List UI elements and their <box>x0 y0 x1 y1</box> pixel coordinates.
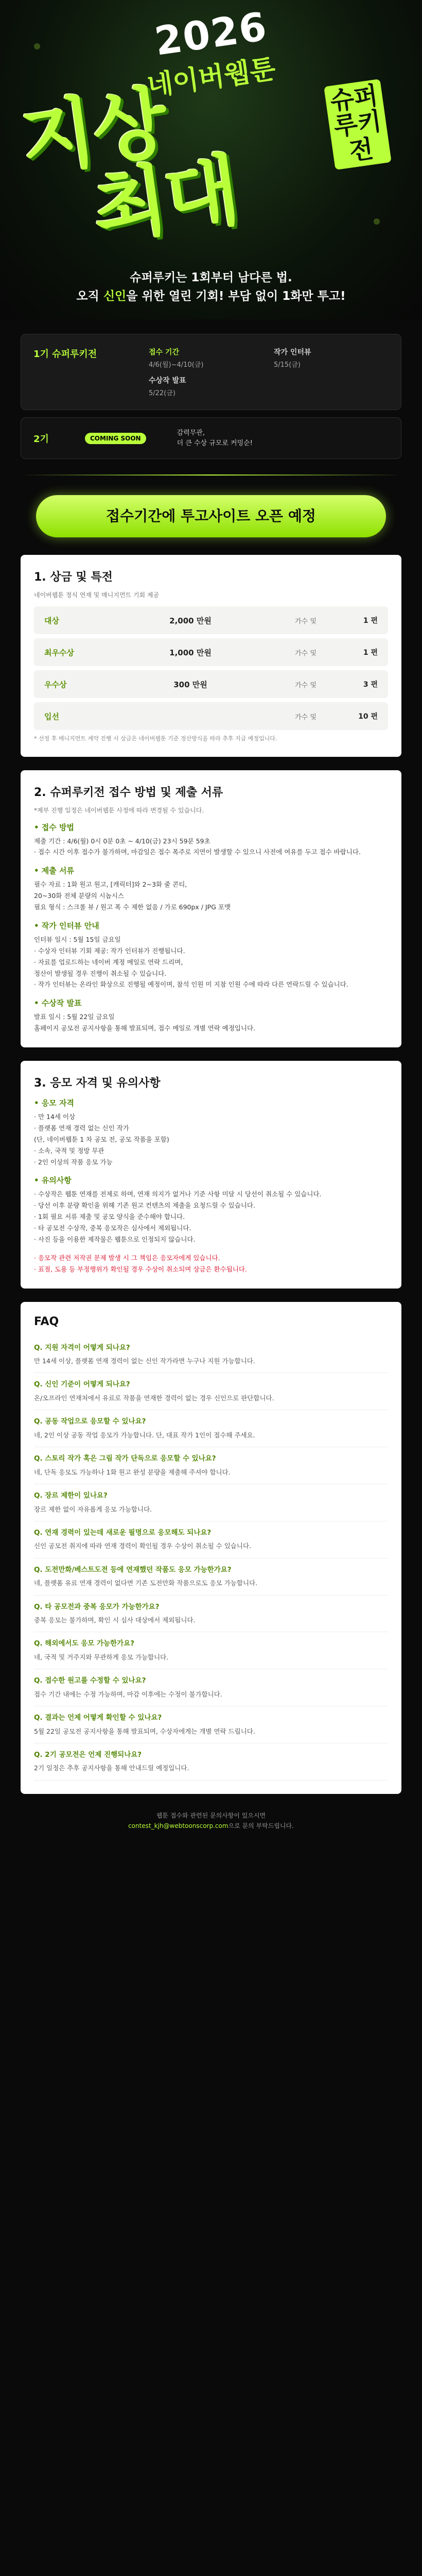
prize-extra: 가수 및 <box>295 617 316 625</box>
info-line: · 소속, 국적 및 정방 무관 <box>34 1146 104 1155</box>
prize-amount: 300 만원 <box>173 680 207 689</box>
submission-subtitle: *제부 진행 일정은 네이버웹툰 사정에 따라 변경될 수 있습니다. <box>34 806 204 814</box>
faq-answer: 중복 응모는 불가하며, 확인 시 심사 대상에서 제외됩니다. <box>34 1616 196 1624</box>
info-block-title: • 제출 서류 <box>34 866 74 876</box>
info-line: · 수상작은 웹툰 연재를 전제로 하며, 연재 의지가 없거나 기준 사항 미달 시 당선이 취소될 수 있습니다. <box>34 1190 322 1198</box>
rules-title: 3. 응모 자격 및 유의사항 <box>34 1077 161 1090</box>
schedule-item-key: 접수 기간 <box>149 348 179 357</box>
info-line: · 자료를 업로드하는 네이버 계정 메일로 연락 드리며, <box>34 958 183 966</box>
prize-name: 최우수상 <box>44 648 74 657</box>
footer-line-2-text: 으로 문의 부탁드립니다. <box>228 1822 294 1830</box>
schedule-item <box>274 347 389 369</box>
submission-title: 2. 슈퍼루키전 접수 방법 및 제출 서류 <box>34 786 223 799</box>
prize-amount: 1,000 만원 <box>169 648 212 657</box>
info-block-title: • 유의사항 <box>34 1176 72 1185</box>
hero-lead-1: 슈퍼루키는 1회부터 남다른 법. <box>130 271 292 284</box>
contact-email-link[interactable]: contest_kjh@webtoonscorp.com <box>128 1822 228 1830</box>
prize-subtitle: 네이버웹툰 정식 연재 및 매니지먼트 기회 제공 <box>34 591 160 599</box>
info-block <box>34 865 388 913</box>
prize-row <box>34 702 388 730</box>
info-block-title: • 응모 자격 <box>34 1098 74 1108</box>
info-line: 필요 형식 : 스크롤 뷰 / 원고 폭 수 제한 없음 / 가로 690px / JPG 포맷 <box>34 903 231 911</box>
prize-section <box>21 555 401 757</box>
prize-name: 우수상 <box>44 680 67 689</box>
faq-item <box>34 1743 388 1781</box>
faq-section <box>21 1302 401 1794</box>
faq-item <box>34 1558 388 1596</box>
info-block <box>34 1175 388 1245</box>
faq-question[interactable]: Q. 스토리 작가 혹은 그림 작가 단독으로 응모할 수 있나요? <box>34 1454 216 1463</box>
info-line: · 1회 필요 서류 제출 및 공모 양식을 준수해야 합니다. <box>34 1213 185 1221</box>
faq-question[interactable]: Q. 2기 공모전은 언제 진행되나요? <box>34 1750 142 1759</box>
prize-name: 대상 <box>44 616 59 625</box>
faq-item <box>34 1596 388 1633</box>
info-line: · 만 14세 이상 <box>34 1113 76 1121</box>
info-block <box>34 1097 388 1167</box>
schedule-item-value: 5/22(금) <box>149 389 175 397</box>
info-block <box>34 997 388 1034</box>
hero-title-line2: 최대 <box>87 145 243 255</box>
prize-count: 10 편 <box>358 713 378 721</box>
faq-item <box>34 1706 388 1743</box>
info-line: · 플랫폼 연재 경력 없는 신인 작가 <box>34 1124 129 1132</box>
faq-question[interactable]: Q. 도전만화/베스트도전 등에 연재했던 작품도 응모 가능한가요? <box>34 1565 232 1574</box>
faq-title: FAQ <box>34 1315 59 1328</box>
faq-question[interactable]: Q. 신인 기준이 어떻게 되나요? <box>34 1380 130 1389</box>
faq-answer: 만 14세 이상, 플랫폼 연재 경력이 없는 신인 작가라면 누구나 지원 가능합니다. <box>34 1357 255 1365</box>
prize-row <box>34 670 388 698</box>
phase1-card <box>21 334 401 410</box>
faq-question[interactable]: Q. 연재 경력이 있는데 새로운 필명으로 응모해도 되나요? <box>34 1528 212 1537</box>
info-block <box>34 1252 388 1275</box>
prize-extra: 가수 및 <box>295 681 316 689</box>
info-line: · 작가 인터뷰는 온라인 화상으로 진행될 예정이며, 참석 인원 미 지참 인원 수에 따라 다른 연락드릴 수 있습니다. <box>34 980 348 989</box>
hero-brand: 네이버웹툰 <box>145 53 278 103</box>
divider <box>21 474 401 476</box>
faq-answer: 2기 일정은 추후 공지사항을 통해 안내드릴 예정입니다. <box>34 1764 189 1772</box>
info-line: 정산이 발생될 경우 진행이 취소될 수 있습니다. <box>34 969 167 977</box>
faq-question[interactable]: Q. 지원 자격이 어떻게 되나요? <box>34 1343 130 1352</box>
faq-answer: 네, 단독 응모도 가능하나 1화 원고 완성 분량을 제출해 주셔야 합니다. <box>34 1468 231 1476</box>
lead-post: 을 위한 열린 기회! 부담 없이 1화만 투고! <box>126 290 346 303</box>
footer-line-1: 웹툰 접수와 관련된 문의사항이 있으시면 <box>156 1811 266 1819</box>
faq-item <box>34 1447 388 1484</box>
info-line: · 접수 시간 이후 접수가 불가하며, 마감일은 접수 폭주로 지연이 발생할 수 있으니 사전에 여유를 두고 접수 바랍니다. <box>34 848 361 856</box>
faq-question[interactable]: Q. 공동 작업으로 응모할 수 있나요? <box>34 1417 146 1426</box>
faq-answer: 네, 국적 및 거주지와 무관하게 응모 가능합니다. <box>34 1653 169 1661</box>
coming-soon-badge: COMING SOON <box>85 433 146 444</box>
hero-year: 2026 <box>152 3 270 64</box>
prize-count: 3 편 <box>363 681 378 689</box>
faq-question[interactable]: Q. 해외에서도 응모 가능한가요? <box>34 1639 135 1648</box>
faq-item <box>34 1410 388 1447</box>
schedule-section <box>0 319 422 464</box>
phase2-card <box>21 417 401 459</box>
hero-lead-2 <box>0 286 422 303</box>
info-line: 제출 기간 : 4/6(월) 0시 0분 0초 ~ 4/10(금) 23시 59분 59초 <box>34 837 210 845</box>
faq-answer: 접수 기간 내에는 수정 가능하며, 마감 이후에는 수정이 불가합니다. <box>34 1690 222 1698</box>
prize-note: * 선정 후 매니지먼트 계약 진행 시 상금은 네이버웹툰 기준 정산방식을 따라 추후 지급 예정입니다. <box>34 735 277 742</box>
schedule-item <box>149 347 263 369</box>
info-block <box>34 822 388 858</box>
prize-amount: 2,000 만원 <box>169 616 212 625</box>
phase2-label: 2기 <box>33 433 49 445</box>
info-line: · 당선 이후 분량 확인을 위해 기존 원고 컨텐츠의 제출을 요청드릴 수 있습니다. <box>34 1201 255 1210</box>
phase1-dates <box>149 347 389 397</box>
submission-blocks <box>34 822 388 1035</box>
info-line: 인터뷰 일시 : 5월 15일 금요일 <box>34 935 121 943</box>
lead-highlight: 신인 <box>103 290 127 303</box>
phase1-label: 1기 슈퍼루키전 <box>33 349 97 360</box>
faq-list <box>34 1336 388 1781</box>
schedule-item <box>149 375 263 397</box>
info-block-title: • 접수 방법 <box>34 822 74 832</box>
info-line: 필수 자료 : 1화 원고 원고, [캐릭터]와 2~3화 줄 콘티, <box>34 880 187 889</box>
faq-answer: 장르 제한 없이 자유롭게 응모 가능합니다. <box>34 1505 152 1513</box>
hero-side-badge: 슈퍼루키전 <box>324 79 392 170</box>
info-block-title: • 작가 인터뷰 안내 <box>34 921 99 930</box>
prize-extra: 가수 및 <box>295 649 316 657</box>
info-line: · 사진 등을 이용한 제작물은 웹툰으로 인정되지 않습니다. <box>34 1235 196 1243</box>
faq-answer: 네, 2인 이상 공동 작업 응모가 가능합니다. 단, 대표 작가 1인이 접수해 주세요. <box>34 1431 255 1439</box>
faq-item <box>34 1669 388 1706</box>
lead-pre: 오직 <box>76 290 103 303</box>
faq-item <box>34 1484 388 1521</box>
hero-banner <box>0 0 422 319</box>
faq-item <box>34 1373 388 1410</box>
faq-answer: 신인 공모전 취지에 따라 연재 경력이 확인될 경우 수상이 취소될 수 있습니다. <box>34 1542 252 1550</box>
info-line: · 응모작 관련 저작권 문제 발생 시 그 책임은 응모자에게 있습니다. <box>34 1253 220 1262</box>
prize-name: 입선 <box>44 711 59 721</box>
hero-title-line1: 지상 <box>15 77 171 187</box>
submission-site-button[interactable]: 접수기간에 투고사이트 오픈 예정 <box>36 495 386 537</box>
faq-question[interactable]: Q. 장르 제한이 있나요? <box>34 1491 108 1500</box>
faq-question[interactable]: Q. 결과는 언제 어떻게 확인할 수 있나요? <box>34 1714 162 1722</box>
faq-answer: 네, 플랫폼 유료 연재 경력이 없다면 기존 도전만화 작품으로도 응모 가능합니다. <box>34 1579 258 1587</box>
footer <box>0 1805 422 1854</box>
schedule-item-key: 작가 인터뷰 <box>274 348 311 357</box>
prize-extra: 가수 및 <box>295 713 316 721</box>
info-block-title: • 수상작 발표 <box>34 998 82 1008</box>
schedule-item-value: 4/6(월)~4/10(금) <box>149 361 204 369</box>
info-line: 20~30화 전체 분량의 시놉시스 <box>34 892 124 900</box>
submission-section <box>21 770 401 1048</box>
phase2-desc-1: 감력무관, <box>177 429 205 437</box>
prize-count: 1 편 <box>363 649 378 657</box>
info-line: · 2인 이상의 작품 응모 가능 <box>34 1158 113 1166</box>
faq-question[interactable]: Q. 접수한 원고를 수정할 수 있나요? <box>34 1676 146 1685</box>
faq-item <box>34 1336 388 1374</box>
faq-item <box>34 1521 388 1558</box>
info-line: · 표절, 도용 등 부정행위가 확인될 경우 수상이 취소되며 상금은 환수됩니다. <box>34 1265 247 1273</box>
info-line: · 타 공모전 수상작, 중복 응모작은 심사에서 제외됩니다. <box>34 1224 191 1232</box>
phase2-desc <box>177 428 253 448</box>
faq-answer: 온/오프라인 연재처에서 유료로 작품을 연재한 경력이 없는 경우 신인으로 판단합니다. <box>34 1394 274 1402</box>
prize-count: 1 편 <box>363 617 378 625</box>
schedule-item-value: 5/15(금) <box>274 361 301 369</box>
prize-row <box>34 638 388 666</box>
info-line: 홈페이지 공모전 공지사항을 통해 발표되며, 접수 메일로 개별 연락 예정입니다. <box>34 1024 256 1032</box>
info-line: 발표 일시 : 5월 22일 금요일 <box>34 1013 115 1021</box>
footer-line-2 <box>21 1821 401 1831</box>
prize-row <box>34 606 388 634</box>
info-line: (단, 네이버웹툰 1 차 공모 전, 공모 작품을 포함) <box>34 1135 169 1143</box>
faq-item <box>34 1632 388 1669</box>
faq-question[interactable]: Q. 타 공모전과 중복 응모가 가능한가요? <box>34 1602 160 1611</box>
cta-wrap <box>0 486 422 555</box>
schedule-item-key: 수상작 발표 <box>149 377 186 385</box>
rules-blocks <box>34 1097 388 1275</box>
prize-title: 1. 상금 및 특전 <box>34 571 113 584</box>
phase2-desc-2: 더 큰 수상 규모로 커밍순! <box>177 439 253 447</box>
info-line: · 수상자 인터뷰 기회 제공: 작가 인터뷰가 진행됩니다. <box>34 946 185 955</box>
faq-answer: 5월 22일 공모전 공지사항을 통해 발표되며, 수상자에게는 개별 연락 드립니다. <box>34 1727 255 1735</box>
rules-section <box>21 1061 401 1289</box>
info-block <box>34 920 388 990</box>
